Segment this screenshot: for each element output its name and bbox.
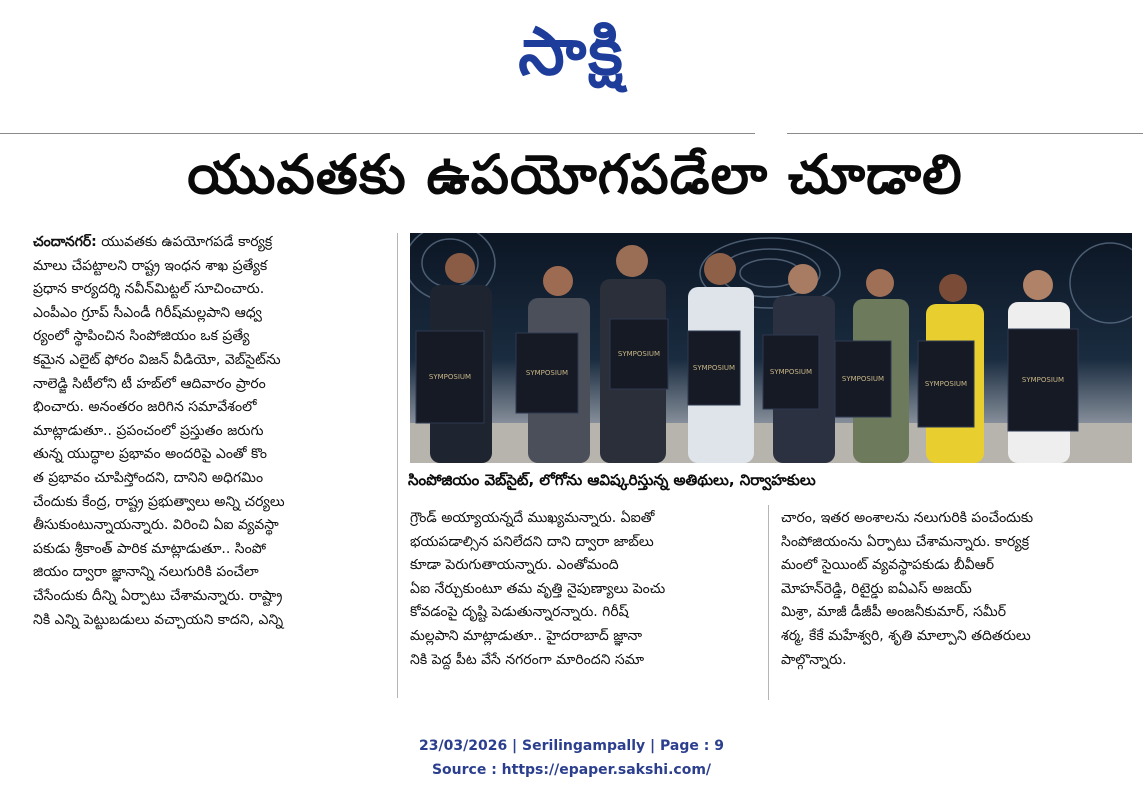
article-line: మల్లపాని మాట్లాడుతూ.. హైదరాబాద్ జ్ఞానా [410,627,642,644]
masthead-logo [0,6,1143,98]
article-line: పకుడు శ్రీకాంత్ పారిక మాట్లాడుతూ.. సింపో [33,540,266,557]
article-line: జియం ద్వారా జ్ఞానాన్ని నలుగురికి పంచేలా [33,564,259,581]
article-line: ర్యంలో స్థాపించిన సింపోజియం ఒక ప్రత్యే [33,328,250,345]
board-label: SYMPOSIUM [841,375,885,383]
column-divider [397,233,398,698]
article-line: భయపడాల్సిన పనిలేదని దాని ద్వారా జాబ్‌లు [410,533,654,550]
article-line: చేందుకు కేంద్ర, రాష్ట్ర ప్రభుత్వాలు అన్ని చర్యలు [33,493,285,510]
article-line: గ్రౌండ్ అయ్యాయన్నదే ముఖ్యమన్నారు. ఏఐతో [410,510,655,526]
article-line: మంలో సైయింట్ వ్యవస్థాపకుడు బీవీఆర్ [781,557,995,574]
article-line: తున్న యుద్ధాల ప్రభావం అందరిపై ఎంతో కొం [33,446,267,463]
headline: యువతకు ఉపయోగపడేలా చూడాలి [187,142,963,206]
dateline: చందానగర్: [33,234,97,250]
article-line: మోహన్‌రెడ్డి, రిటైర్డు ఐఏఎస్ అజయ్ [781,580,972,597]
article-line: శర్మ, కేకే మహేశ్వరి, శృతి మాల్పాని తదితరులు [781,627,1031,644]
board-label: SYMPOSIUM [1021,376,1065,384]
article-line: ఎంపీఎం గ్రూప్ సీఎండీ గిరీష్‌మల్లపాని ఆధ్వ [33,304,262,321]
board-label: SYMPOSIUM [428,373,472,381]
article-column-3 [781,507,1136,677]
article-line: తీసుకుంటున్నాయన్నారు. విరించి ఏఐ వ్యవస్థా [33,517,279,534]
column-divider [768,505,769,700]
article-column-2 [410,507,755,677]
masthead-rule-right [787,133,1143,134]
footer-edition-info: 23/03/2026 | Serilingampally | Page : 9 [419,738,724,754]
article-line: ప్రధాన కార్యదర్శి నవీన్‌మిట్టల్ సూచించారు. [33,281,265,298]
article-line: త ప్రభావం చూపిస్తోందని, దానిని అధిగమిం [33,469,264,486]
article-line: కోవడంపై దృష్టి పెడుతున్నారన్నారు. గిరీష్ [410,604,629,621]
footer-source-link[interactable]: Source : https://epaper.sakshi.com/ [431,762,712,778]
board-label: SYMPOSIUM [924,380,968,388]
article-line: మాలు చేపట్టాలని రాష్ట్ర ఇంధన శాఖ ప్రత్యేక [33,257,268,274]
article-line: మిశ్రా, మాజీ డీజీపీ అంజనీకుమార్, సమీర్ [781,604,1007,621]
article-line: కూడా పెరుగుతాయన్నారు. ఎంతోమంది [410,557,619,574]
article-line: చేసేందుకు దీన్ని ఏర్పాటు చేశామన్నారు. రాష్ట్రా [33,587,283,604]
article-line: సింపోజియంను ఏర్పాటు చేశామన్నారు. కార్యక్ర [781,533,1030,550]
article-line: నికి ఎన్ని పెట్టుబడులు వచ్చాయని కాదని, ఎన్ని [33,611,284,628]
article-line: మాట్లాడుతూ.. ప్రపంచంలో ప్రస్తుతం జరుగు [33,422,264,439]
event-photo [410,233,1132,463]
board-label: SYMPOSIUM [525,369,569,377]
photo-caption: సింపోజియం వెబ్‌సైట్, లోగోను ఆవిష్కరిస్తున్న అతిథులు, నిర్వాహకులు [408,471,816,489]
masthead-rule-left [0,133,755,134]
logo-text: సాక్షి [518,13,625,90]
article-line: చారం, ఇతర అంశాలను నలుగురికి పంచేందుకు [781,510,1034,526]
board-label: SYMPOSIUM [769,368,813,376]
article-line: చందానగర్: యువతకు ఉపయోగపడే కార్యక్ర [33,234,273,250]
board-label: SYMPOSIUM [692,364,736,372]
article-line: నికి పెద్ద పీట వేసే నగరంగా మారిందని సమా [410,651,645,668]
article-line: నాలెడ్జి సిటీలోని టీ హబ్‌లో ఆదివారం ప్రారం [33,375,266,392]
article-column-1 [33,231,388,701]
article-line: ఏఐ నేర్చుకుంటూ తమ వృత్తి నైపుణ్యాలు పెంచు [410,580,666,597]
article-line: పాల్గొన్నారు. [781,651,847,668]
article-line: కమైన ఎలైట్ ఫోరం విజన్ వీడియో, వెబ్‌సైట్‌ను [33,351,281,368]
article-line: భించారు. అనంతరం జరిగిన సమావేశంలో [33,399,257,416]
board-label: SYMPOSIUM [617,350,661,358]
